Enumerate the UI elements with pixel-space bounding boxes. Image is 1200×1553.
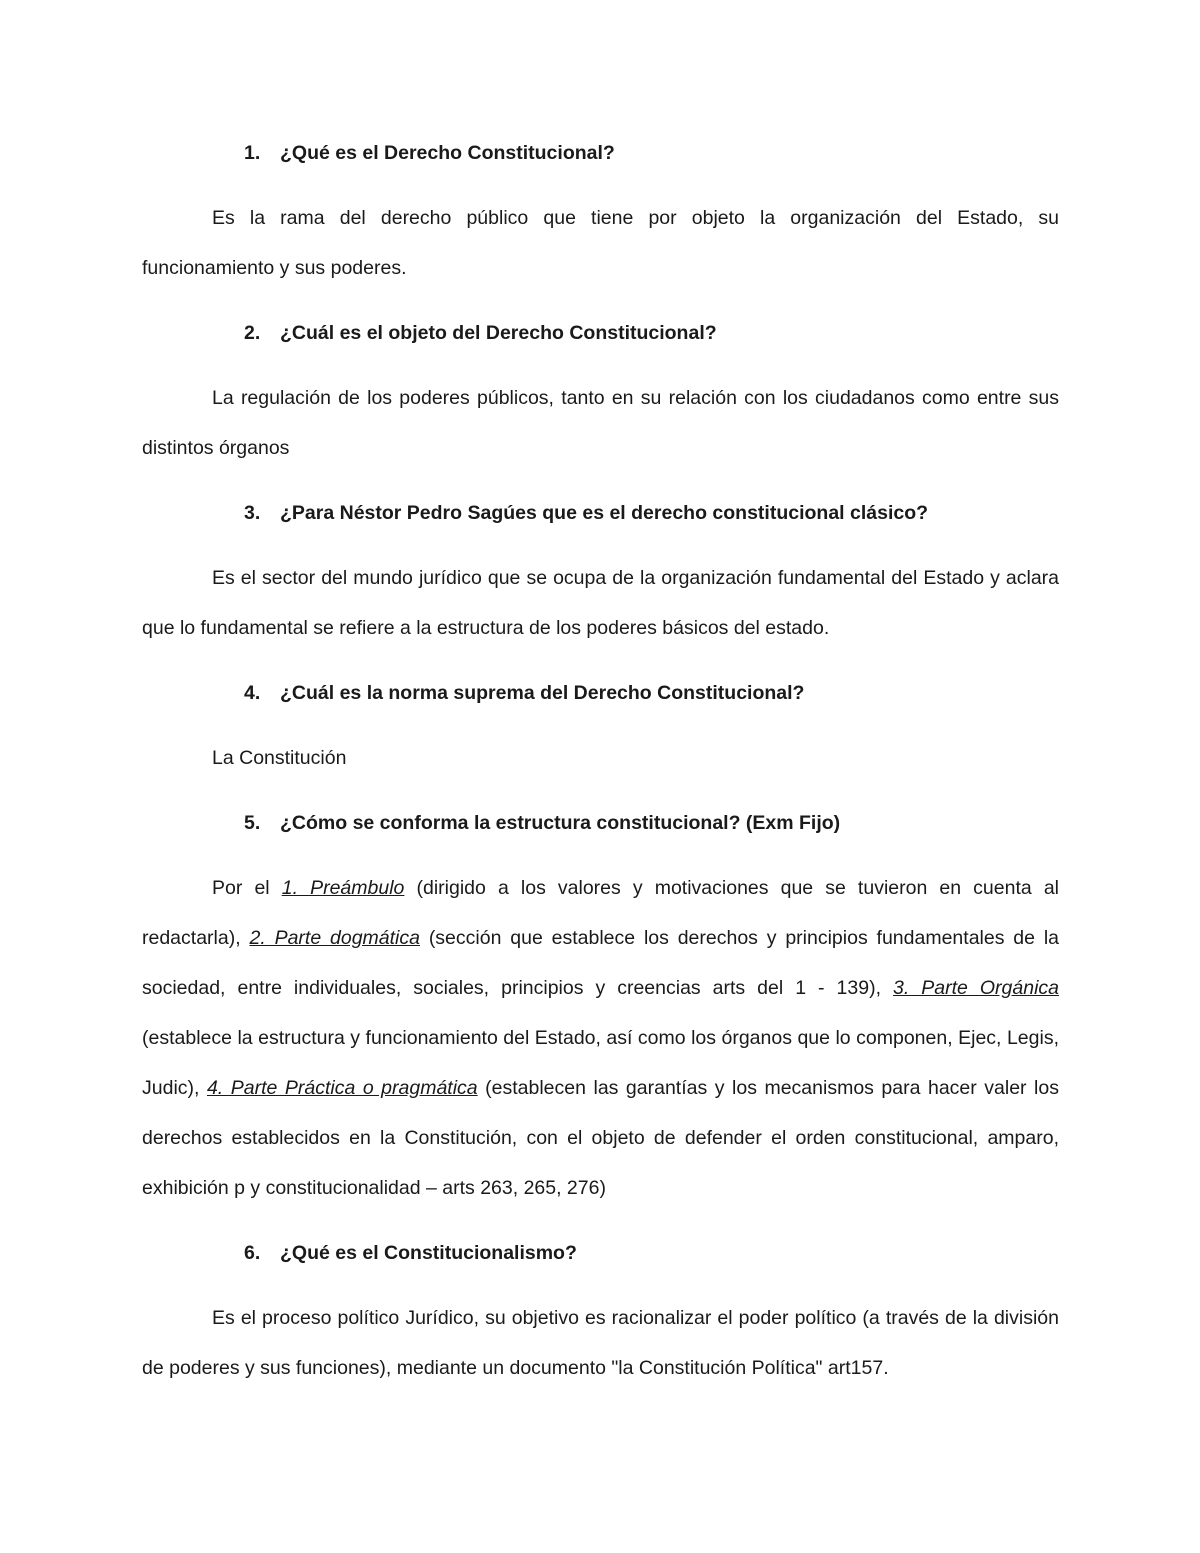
document-page xyxy=(142,128,1059,1408)
part-preambulo: 1. Preámbulo xyxy=(281,877,405,899)
answer-text: Por el xyxy=(212,877,282,899)
answer-text: (dirigido a los valores y motivaciones que se tuvieron en cuenta al redactarla), xyxy=(142,877,1060,949)
question-number: 3. xyxy=(244,502,261,524)
question-5 xyxy=(142,798,1059,848)
part-practica: 4. Parte Práctica o pragmática xyxy=(206,1077,478,1099)
answer-1: Es la rama del derecho público que tiene por objeto la organización del Estado, su funcionamiento y sus poderes. xyxy=(142,207,1059,279)
question-text: ¿Cómo se conforma la estructura constitucional? (Exm Fijo) xyxy=(280,812,841,834)
question-number: 5. xyxy=(244,812,261,834)
answer-4: La Constitución xyxy=(212,747,347,769)
answer-5 xyxy=(142,863,1059,1213)
question-text: ¿Para Néstor Pedro Sagúes que es el derecho constitucional clásico? xyxy=(280,502,929,524)
answer-2: La regulación de los poderes públicos, tanto en su relación con los ciudadanos como entre sus distintos órganos xyxy=(142,387,1059,459)
answer-6: Es el proceso político Jurídico, su objetivo es racionalizar el poder político (a través de la división de poderes y sus funciones), mediante un documento "la Constitución Política" art157. xyxy=(142,1307,1059,1379)
part-dogmatica: 2. Parte dogmática xyxy=(249,927,420,949)
question-text: ¿Qué es el Constitucionalismo? xyxy=(280,1242,577,1264)
question-2 xyxy=(142,308,1059,358)
question-number: 6. xyxy=(244,1242,261,1264)
question-3 xyxy=(142,488,1059,538)
question-number: 2. xyxy=(244,322,261,344)
part-organica: 3. Parte Orgánica xyxy=(893,977,1059,999)
question-text: ¿Cuál es el objeto del Derecho Constitucional? xyxy=(280,322,717,344)
answer-text: (sección que establece los derechos y principios fundamentales de la sociedad, entre individuales, sociales, principios y creencias arts del 1 - 139), xyxy=(142,927,1059,999)
answer-text: (establece la estructura y funcionamiento del Estado, así como los órganos que lo componen, Ejec, Legis, Judic), xyxy=(142,1027,1059,1099)
question-number: 4. xyxy=(244,682,261,704)
question-text: ¿Cuál es la norma suprema del Derecho Constitucional? xyxy=(280,682,805,704)
question-number: 1. xyxy=(244,142,261,164)
answer-3: Es el sector del mundo jurídico que se ocupa de la organización fundamental del Estado y aclara que lo fundamental se refiere a la estructura de los poderes básicos del estado. xyxy=(142,567,1059,639)
question-1 xyxy=(142,128,1059,178)
question-6 xyxy=(142,1228,1059,1278)
question-text: ¿Qué es el Derecho Constitucional? xyxy=(280,142,615,164)
question-4 xyxy=(142,668,1059,718)
answer-text: (establecen las garantías y los mecanismos para hacer valer los derechos establecidos en la Constitución, con el objeto de defender el orden constitucional, amparo, exhibición p y constitucionalidad – arts 263, 265, 276) xyxy=(142,1077,1059,1199)
